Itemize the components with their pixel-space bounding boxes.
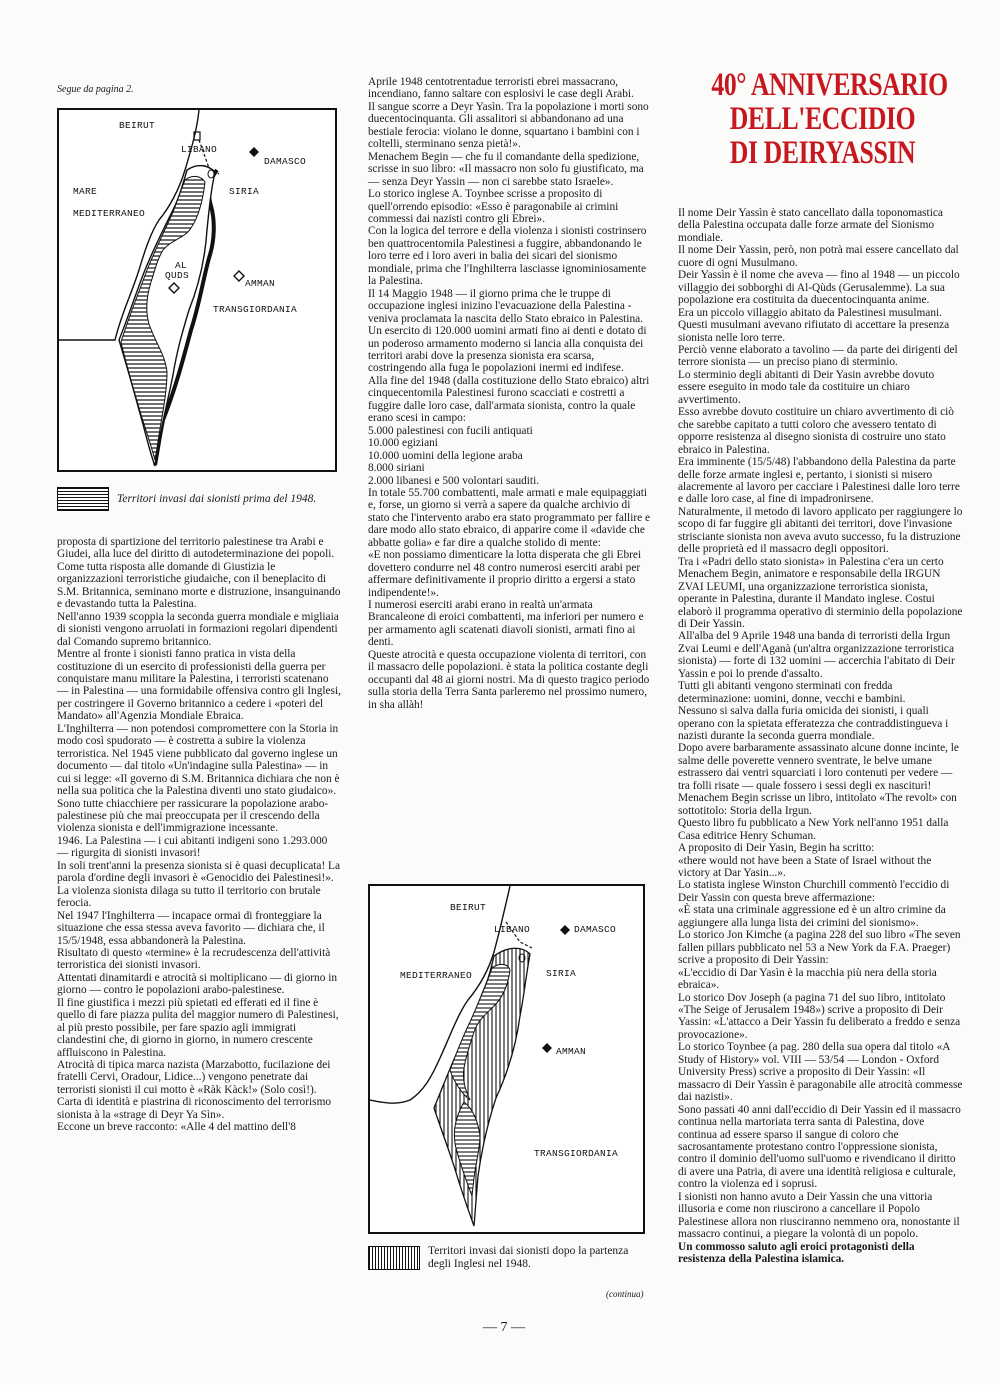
col3-closing-salute: Un commosso saluto agli eroici protagonisti della resistenza della Palestina islamica. [678,1240,915,1266]
col3-paragraph: Lo sterminio degli abitanti di Deir Yasin avrebbe dovuto essere eseguito in modo tale da costituire un chiaro avvertimento. [678,368,935,406]
col1-paragraph: 1946. La Palestina — i cui abitanti indigeni sono 1.293.000 — rigurgita di sionisti invasori! [57,834,328,860]
map2-legend-text [428,1245,628,1271]
col1-paragraph: proposta di spartizione del territorio palestinese tra Arabi e Giudei, alla luce del diritto di autodeterminazione dei popoli. [57,536,335,561]
continued-from-note: Segue da pagina 2. [57,84,134,95]
col3-paragraph: Questo libro fu pubblicato a New York nell'anno 1951 dalla Casa editrice Henry Schuman. [678,817,949,842]
col3-paragraph: Menachem Begin scrisse un libro, intitolato «The revolt» con sottotitolo: Storia della Irgun. [678,792,957,817]
col3-paragraph: Lo storico Dov Joseph (a pagina 71 del suo libro, intitolato «The Seige of Jerusalem 1948») scrive a proposito di Deir Yassin: «L'attacco a Deir Yassin fu deliberato a freddo e senza provocazione». [678,991,961,1041]
col3-paragraph: Il nome Deir Yassìn è stato cancellato dalla toponomastica della Palestina occupata dalle forze armate del Sionismo mondiale. [678,207,943,244]
column-1-text [57,536,341,1134]
column-3-text [678,207,963,1266]
col2-paragraph: Il 14 Maggio 1948 — il giorno prima che le truppe di occupazione inglesi inizino l'evacuazione della Palestina - veniva proclamata la nascita dello Stato ebraico in Palestina. [368,287,643,325]
col3-paragraph: All'alba del 9 Aprile 1948 una banda di terroristi della Irgun Zvai Leumi e dell'Aganà (un'altra organizzazione terroristica sionista) — forte di 132 uomini — accerchia l'abitato di Deir Yassin e poi lo prende d'assalto. [678,630,955,680]
col3-paragraph: Dopo avere barbaramente assassinato alcune donne incinte, le salme delle poverette vennero sventrate, le belve umane estrassero dai ventri squarciati i loro contenuti per vedere — tra folli risate — quale fossero i sessi degli ex nasciturì! [678,742,959,792]
col1-paragraph: Risultato di questo «termine» è la recrudescenza dell'attività terroristica dei sionisti invasori. [57,946,331,972]
continued-note: (continua) [606,1289,644,1299]
map2-legend-line2: degli Inglesi nel 1948. [428,1258,531,1270]
col3-paragraph: «È stata una criminale aggressione ed è un altro crimine da aggiungere alla lunga lista dei crimini del sionismo». [678,904,946,929]
title-line3: DI DEIRYASSIN [729,135,916,171]
col3-paragraph: Lo statista inglese Winston Churchill commentò l'eccidio di Deir Yassin con questa breve affermazione: [678,879,950,904]
col1-paragraph: Carta di identità e piastrina di riconoscimento del terrorismo sionista à la «strage di Deyr Ya Sìn». [57,1096,332,1121]
map2-label-siria: SIRIA [546,968,577,979]
title-line1: 40° ANNIVERSARIO [711,67,948,103]
map-after-1948 [368,884,645,1234]
col3-paragraph: Era imminente (15/5/48) l'abbandono della Palestina da parte delle forze armate inglesi e, pertanto, i sionisti si misero alacremente al lavoro per cacciare i Palestinesi dalle loro terre e dalle loro case, al fine di impadronirsene. [678,456,960,506]
col2-paragraph: Il sangue scorre a Deyr Yasìn. Tra la popolazione i morti sono duecentocinquanta. Gli assalitori si abbandonano ad una bestiale ferocia: violano le donne, squartano i bambini con i coltelli, sterminano senza pietà!». [368,100,649,151]
map-before-1948 [57,108,337,472]
map2-label-libano: LIBANO [494,924,531,935]
col2-paragraph: Alla fine del 1948 (dalla costituzione dello Stato ebraico) altri cinquecentomila Palestinesi furono scacciati e costretti a fuggire dalle loro case, dall'armata sionista, contro la quale erano scesi in campo: [368,374,650,425]
map1-label-mediterraneo: MEDITERRANEO [73,208,146,219]
col2-paragraph: Con la logica del terrore e della violenza i sionisti costrinsero ben quattrocentomila Palestinesi a fuggire, abbandonando le loro terre ed i loro averi in balia dei sicari del sionismo mondiale, prima che l'Inghilterra lasciasse ignominiosamente la Palestina. [368,225,647,288]
col1-paragraph: Atrocità di tipica marca nazista (Marzabotto, fucilazione dei fratelli Cervi, Oradour, Lidice...) vengono penetrate dai terroristi sionisti il cui motto è «Ràk Kàck!» (Solo così!). [57,1059,331,1096]
map2-legend-swatch [368,1246,420,1270]
map1-label-quds: QUDS [165,270,190,281]
col1-paragraph: Come tutta risposta alle domande di Giustizia le organizzazioni terroristiche giudaiche, con il beneplacito di S.M. Britannica, seminano morte e distruzione, insanguinando e devastando tutta la Palestina. [57,560,341,611]
col3-paragraph: Lo storico Jon Kimche (a pagina 228 del suo libro «The seven fallen pillars pubblicato nel 53 a New York da F.A. Praeger) scrive a proposito di Deir Yassin: [678,929,961,967]
col2-list-item: 5.000 palestinesi con fucili antiquati [368,424,533,437]
col3-paragraph: Tutti gli abitanti vengono sterminati con fredda determinazione: uomini, donne, vecchi e bambini. [678,680,906,705]
col2-list-item: 8.000 siriani [368,462,425,475]
col1-paragraph: Eccone un breve racconto: «Alle 4 del mattino dell'8 [57,1121,296,1134]
col3-paragraph: Tra i «Padri dello stato sionista» in Palestina c'era un certo Menachem Begin, animatore e responsabile della IRGUN ZVAI LEUMI, una organizzazione terroristica sionista, operante in Palestina, durante il Mandato inglese. Costui elaborò il programma operativo di sterminio della popolazione di Deir Yassin. [678,555,963,630]
col3-paragraph: I sionisti non hanno avuto a Deir Yassin che una vittoria illusoria e come non riuscirono a cancellare il Popolo Palestinese allora non riusciranno nemmeno ora, nonostante il massacro continui, a piegare la volontà di un popolo. [678,1190,960,1241]
col2-paragraph: Queste atrocità e questa occupazione violenta di territori, con il massacro delle popolazioni. è stata la politica costante degli occupanti dal 48 ai giorni nostri. Ma di questo tragico periodo sulla storia della Terra Santa parleremo nel prossimo numero, in sha allàh! [368,648,650,711]
page-number: — 7 — [483,1320,525,1335]
map2-label-amman: AMMAN [556,1046,587,1057]
col2-paragraph: Lo storico inglese A. Toynbee scrisse a proposito di quell'orrendo episodio: «Esso è paragonabile ai crimini commessi dai nazisti contro gli Ebrei». [368,188,619,225]
col2-paragraph: I numerosi eserciti arabi erano in realtà un'armata Brancaleone di eroici combattenti, ma inferiori per numero e per armamento agli scatenati diavoli sionisti, armati fino ai denti. [368,599,644,649]
col3-paragraph: Il nome Deir Yassin, però, non potrà mai essere cancellato dal cuore di ogni Musulmano. [678,244,959,269]
col3-paragraph: A proposito di Deir Yasin, Begin ha scritto: [678,842,875,855]
col3-paragraph: Lo storico Toynbee (a pag. 280 della sua opera dal titolo «A Study of History» vol. VIII — 53/54 — London - Oxford University Press) scrive a proposito di Deir Yassin: «Il massacro di Deir Yassìn è paragonabile alle atrocità commesse dai nazisti». [678,1041,963,1104]
map1-label-damasco: DAMASCO [264,156,307,167]
map1-label-amman: AMMAN [245,278,276,289]
map2-label-beirut: BEIRUT [450,902,487,913]
title-line2: DELL'ECCIDIO [729,101,916,137]
col2-paragraph: Aprile 1948 centotrentadue terroristi ebrei massacrano, incendiano, fanno saltare con esplosivi le case degli Arabi. [368,76,634,101]
col2-paragraph: Un esercito di 120.000 uomini armati fino ai denti e dotato di un poderoso armamento moderno si lancia alla conquista dei territori arabi dove la presenza sionista era scarsa, costringendo alla fuga le popolazioni inermi ed indifese. [368,325,647,375]
map2-label-damasco: DAMASCO [574,924,617,935]
col1-paragraph: Nell'anno 1939 scoppia la seconda guerra mondiale e migliaia di sionisti vengono arruolati in formazioni regolari dipendenti dal Comando supremo britannico. [57,610,339,648]
col3-paragraph: Era un piccolo villaggio abitato da Palestinesi musulmani. Questi musulmani avevano rifiutato di accettare la presenza sionista nelle loro terre. [678,306,950,344]
col3-paragraph: Deir Yassìn è il nome che aveva — fino al 1948 — un piccolo villaggio dei sobborghi di Al-Qùds (Gerusalemme). La sua popolazione era costituita da duecentocinquanta anime. [678,269,960,307]
map1-label-libano: LIBANO [181,144,218,155]
col2-list-item: 10.000 uomini della legione araba [368,449,523,462]
map1-legend [57,487,316,511]
column-2-text [368,76,651,711]
map1-label-mare: MARE [73,186,98,197]
col1-paragraph: Sono tutte chiacchiere per rassicurare la popolazione arabo-palestinese più che mai preoccupata per il crescendo della violenza sionista e dell'immigrazione incessante. [57,797,329,835]
col1-paragraph: Il fine giustifica i mezzi più spietati ed efferati ed il fine è quello di fare piazza pulita del maggior numero di Palestinesi, al più presto possibile, per fare spazio agli immigrati clandestini che, di giorno in giorno, in numero crescente affluiscono in Palestina. [57,996,339,1059]
col3-paragraph: Esso avrebbe dovuto costituire un chiaro avvertimento di ciò che sarebbe capitato a tutti coloro che avessero tentato di opporre resistenza al disegno sionista di costruire uno stato ebraico in Palestina. [678,406,954,456]
map1-label-al: AL [175,260,188,271]
col3-paragraph: Sono passati 40 anni dall'eccidio di Deir Yassin ed il massacro continua nella martoriata terra santa di Palestina, dove continua ad essere sparso il sangue di coloro che sacrosantamente protestano contro l'oppressione sionista, contro il dominio dell'uomo sull'uomo e rivendicano il diritto di avere una Patria, di avere una identità religiosa e culturale, contro la violenza ed i soprusi. [678,1103,961,1191]
map-after-1948-drawing [370,886,643,1232]
col2-list-item: 2.000 libanesi e 500 volontari sauditi. [368,474,540,487]
col1-paragraph: Attentati dinamitardi e atrocità si moltiplicano — di giorno in giorno — contro le popolazioni arabo-palestinese. [57,971,338,997]
col2-paragraph: Menachem Begin — che fu il comandante della spedizione, scrisse in suo libro: «Il massacro non solo fu giustificato, ma — senza Deyr Yassin — non ci sarebbe stato Israele». [368,150,644,188]
col3-paragraph: Nessuno si salva dalla furia omicida dei sionisti, i quali operano con la spietata efferatezza che contraddistingueva i nazisti durante la seconda guerra mondiale. [678,705,949,743]
col1-paragraph: Mentre al fronte i sionisti fanno pratica in vista della costituzione di un esercito di professionisti della guerra per conquistare manu militare la Palestina, i terroristi scatenano — in Palestina — una formidabile offensiva contro gli Inglesi, per costringere il Governo britannico a cedere i «poteri del Mandato» all'Agenzia Mondiale Ebraica. [57,648,341,723]
col1-paragraph: L'Inghilterra — non potendosi compromettere con la Storia in modo così spudorato — è costretta a subire la violenza terroristica. Nel 1945 viene pubblicato dal governo inglese un documento — dal titolo «Un'indagine sulla Palestina» — in cui si legge: «Il governo di S.M. Britannica dichiara che non è nella sua politica che la Palestina diventi uno stato giudaico». [57,722,340,798]
map2-legend-line1: Territori invasi dai sionisti dopo la partenza [428,1245,629,1257]
map2-label-mediterraneo: MEDITERRANEO [400,970,473,981]
col1-paragraph: Nel 1947 l'Inghilterra — incapace ormai di fronteggiare la situazione che essa stessa aveva favorito — dichiara che, il 15/5/1948, essa abbandonerà la Palestina. [57,909,325,947]
col3-paragraph: «L'eccidio di Dar Yasìn è la macchia più nera della storia ebraica». [678,966,937,992]
col2-paragraph: «E non possiamo dimenticare la lotta disperata che gli Ebrei dovettero condurre nel 48 contro numerosi eserciti arabi per affermare definitivamente il proprio diritto a ergersi a stato indipendente!». [368,549,642,599]
map2-legend [368,1245,628,1271]
map1-legend-text: Territori invasi dai sionisti prima del 1948. [117,492,317,505]
col3-paragraph: Naturalmente, il metodo di lavoro applicato per raggiungere lo scopo di far fuggire gli abitanti dei territori, dove l'invasione strisciante sionista non aveva avuto successo, fu la distruzione delle proprietà ed il massacro degli oppositori. [678,505,963,556]
article-title [711,67,948,171]
map1-label-transgiordania: TRANSGIORDANIA [213,304,298,315]
map1-label-siria: SIRIA [229,186,260,197]
col3-paragraph: Perciò venne elaborato a tavolino — da parte dei dirigenti del terrore sionista — un preciso piano di sterminio. [678,343,958,369]
col2-paragraph: In totale 55.700 combattenti, male armati e male equipaggiati e, forse, un giorno si verrà a sapere da qualche archivio di stato che l'intervento arabo era stato programmato per fallire e dare modo allo stato ebraico, di apparire come il «davide che abbatte golia» e far dire a qualche stolido di mente: [368,486,651,549]
map1-label-beirut: BEIRUT [119,120,156,131]
col3-paragraph: «there would not have been a State of Israel without the victory at Dar Yasin...». [678,854,932,880]
col1-paragraph: In soli trent'anni la presenza sionista si è quasi decuplicata! La parola d'ordine degli invasori è «Genocidio dei Palestinesi!». La violenza sionista dilaga su tutto il territorio con brutale ferocia. [57,859,341,910]
map1-legend-swatch [57,487,109,511]
map2-label-transgiordania: TRANSGIORDANIA [534,1148,619,1159]
col2-list-item: 10.000 egiziani [368,437,438,450]
